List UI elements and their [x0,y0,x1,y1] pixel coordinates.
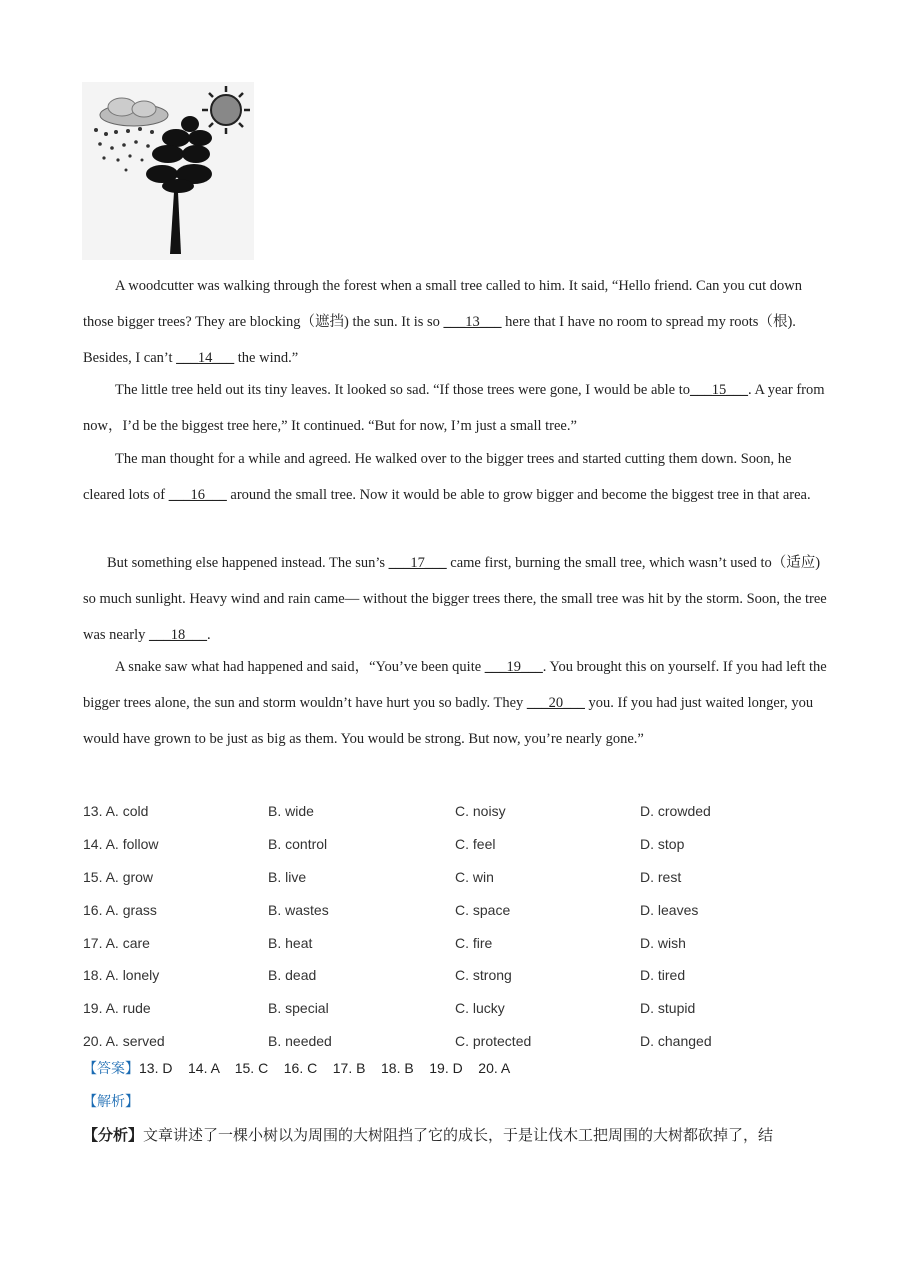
blank-15: ___15___ [690,382,748,398]
passage-text: around the small tree. Now it would be able to grow bigger and become the biggest tree in that area. [226,487,811,503]
question-row [83,828,828,861]
passage-text: A woodcutter was walking through the forest when a small tree called to him. It said, “Hello friend. Can you cut down those bigger trees? They are blocking（遮挡) the sun. It is so [83,278,802,330]
option-c: C. protected [455,1032,532,1049]
blank-14: ___14___ [176,350,235,366]
passage-paragraph-5 [83,649,828,757]
analysis-text: 文章讲述了一棵小树以为周围的大树阻挡了它的成长，于是让伐木工把周围的大树都砍掉了，结 [143,1126,774,1144]
option-d: D. wish [640,934,686,951]
analysis-line [83,1124,843,1145]
question-row [83,893,828,926]
option-c: C. strong [455,967,512,984]
blank-13: ___13___ [443,314,502,330]
passage-paragraph-1 [83,268,828,376]
option-a: 15. A. grow [83,868,154,885]
passage-text: here that I have no room to spread my roots（根). Besides, I can’t [83,314,796,366]
passage-paragraph-2 [83,372,828,444]
passage-text: . A year from now，I’d be the biggest tree here,” It continued. “But for now, I’m just a small tree.” [83,382,825,434]
passage-paragraph-4 [83,545,828,653]
question-row [83,1025,828,1058]
option-d: D. stop [640,836,685,853]
option-b: B. wastes [268,901,329,918]
passage-text: The little tree held out its tiny leaves. It looked so sad. “If those trees were gone, I would be able to [115,382,690,398]
question-row [83,861,828,894]
blank-18: ___18___ [149,627,208,643]
option-c: C. win [455,868,494,885]
option-c: C. fire [455,934,493,951]
question-row [83,926,828,959]
option-c: C. feel [455,836,496,853]
blank-17: ___17___ [388,555,447,571]
passage-text: came first, burning the small tree, which wasn’t used to（适应) so much sunlight. Heavy wind and rain came— without the bigger trees there, the small tree was hit by the storm. Soon, the tree was nearly [83,555,827,643]
option-d: D. changed [640,1032,712,1049]
option-b: B. wide [268,803,314,820]
option-d: D. tired [640,967,686,984]
option-b: B. control [268,836,328,853]
explanation-label: 【解析】 [83,1094,139,1110]
passage-text: the wind.” [234,350,299,366]
question-row [83,959,828,992]
option-b: B. dead [268,967,317,984]
passage-text: But something else happened instead. The sun’s [107,555,389,571]
option-a: 17. A. care [83,934,150,951]
tree-illustration [82,82,254,260]
option-d: D. rest [640,868,682,885]
option-d: D. leaves [640,901,699,918]
option-a: 14. A. follow [83,836,159,853]
option-a: 18. A. lonely [83,967,160,984]
passage-text: you. If you had just waited longer, you would have grown to be just as big as them. You would be strong. But now, you’re nearly gone.” [83,695,814,747]
option-b: B. live [268,868,307,885]
blank-19: ___19___ [484,659,543,675]
option-d: D. crowded [640,803,711,820]
passage-text: . [207,627,211,643]
option-a: 19. A. rude [83,1000,151,1017]
answer-label: 【答案】 [83,1061,139,1077]
option-b: B. needed [268,1032,332,1049]
analysis-label: 【分析】 [83,1126,144,1144]
question-options [83,795,828,1057]
option-a: 13. A. cold [83,803,149,820]
option-b: B. special [268,1000,329,1017]
option-a: 20. A. served [83,1032,165,1049]
option-d: D. stupid [640,1000,696,1017]
blank-20: ___20___ [526,695,585,711]
passage-text: The man thought for a while and agreed. He walked over to the bigger trees and started cutting them down. Soon, he cleared lots of [83,451,792,503]
passage-text: . You brought this on yourself. If you had left the bigger trees alone, the sun and storm wouldn’t have hurt you so badly. They [83,659,827,711]
answer-line [83,1058,510,1078]
blank-16: ___16___ [168,487,227,503]
passage-text: A snake saw what had happened and said，“You’ve been quite [115,659,485,675]
answer-text: 13. D 14. A 15. C 16. C 17. B 18. B 19. D 20. A [139,1060,511,1076]
option-b: B. heat [268,934,313,951]
question-row [83,795,828,828]
option-a: 16. A. grass [83,901,157,918]
question-row [83,992,828,1025]
option-c: C. lucky [455,1000,505,1017]
option-c: C. noisy [455,803,506,820]
passage-paragraph-3 [83,441,828,513]
option-c: C. space [455,901,511,918]
